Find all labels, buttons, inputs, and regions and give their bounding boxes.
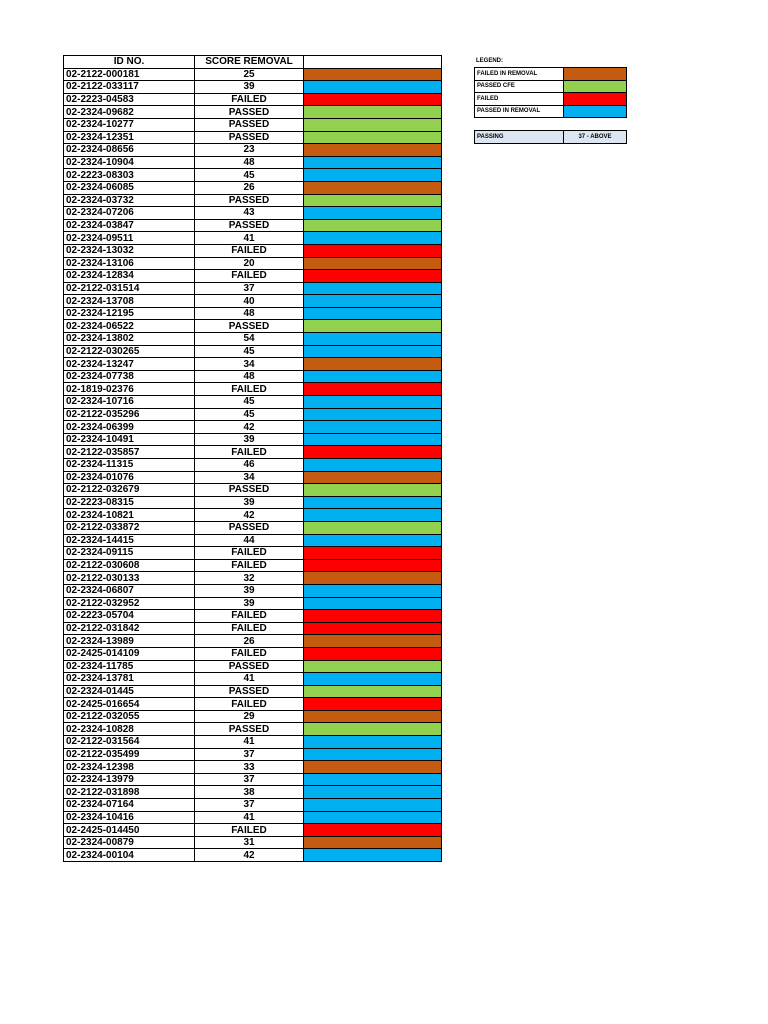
status-color-cell [304,635,442,648]
status-color-cell [304,824,442,837]
id-cell: 02-2324-09511 [64,232,195,245]
status-color-cell [304,610,442,623]
status-color-cell [304,295,442,308]
table-row [64,68,442,81]
id-cell: 02-2324-00104 [64,849,195,862]
legend-label: FAILED [475,93,564,106]
table-row [64,270,442,283]
legend-item [475,93,627,106]
id-cell: 02-2324-10277 [64,118,195,131]
id-cell: 02-2324-12398 [64,761,195,774]
status-color-cell [304,219,442,232]
table-row [64,396,442,409]
table-row [64,736,442,749]
status-color-cell [304,773,442,786]
score-cell: 41 [195,232,304,245]
score-cell: 42 [195,421,304,434]
table-row [64,244,442,257]
status-color-cell [304,396,442,409]
id-cell: 02-2324-13106 [64,257,195,270]
status-color-cell [304,156,442,169]
status-color-cell [304,68,442,81]
score-cell: PASSED [195,106,304,119]
status-color-cell [304,547,442,560]
legend-swatch [564,80,627,93]
score-cell: 34 [195,358,304,371]
id-cell: 02-2122-033872 [64,521,195,534]
id-cell: 02-2324-00879 [64,836,195,849]
table-row [64,597,442,610]
table-row [64,547,442,560]
score-cell: 44 [195,534,304,547]
status-color-cell [304,307,442,320]
score-cell: PASSED [195,118,304,131]
table-row [64,282,442,295]
id-cell: 02-2324-06807 [64,584,195,597]
id-cell: 02-2324-07738 [64,370,195,383]
status-color-cell [304,270,442,283]
id-cell: 02-2324-13802 [64,333,195,346]
status-color-cell [304,93,442,106]
id-cell: 02-2324-12834 [64,270,195,283]
id-cell: 02-2122-031842 [64,622,195,635]
score-table [63,55,442,862]
table-row [64,647,442,660]
table-row [64,521,442,534]
status-color-cell [304,559,442,572]
status-color-cell [304,81,442,94]
table-row [64,710,442,723]
id-cell: 02-2324-13032 [64,244,195,257]
id-cell: 02-2122-035857 [64,446,195,459]
status-color-cell [304,207,442,220]
id-cell: 02-2122-032679 [64,484,195,497]
status-color-cell [304,509,442,522]
table-row [64,723,442,736]
table-row [64,685,442,698]
score-cell: 23 [195,144,304,157]
score-cell: PASSED [195,131,304,144]
score-cell: 32 [195,572,304,585]
score-cell: 25 [195,68,304,81]
id-cell: 02-2122-033117 [64,81,195,94]
id-cell: 02-2324-01445 [64,685,195,698]
id-cell: 02-2324-13708 [64,295,195,308]
id-cell: 02-2122-035296 [64,408,195,421]
table-row [64,232,442,245]
score-cell: 39 [195,597,304,610]
score-cell: 42 [195,509,304,522]
status-color-cell [304,370,442,383]
score-cell: FAILED [195,244,304,257]
id-cell: 02-2324-14415 [64,534,195,547]
id-cell: 02-2425-014109 [64,647,195,660]
table-row [64,383,442,396]
status-color-cell [304,169,442,182]
status-color-cell [304,257,442,270]
table-row [64,786,442,799]
table-row [64,156,442,169]
status-color-cell [304,736,442,749]
table-row [64,635,442,648]
passing-row [475,131,627,144]
table-row [64,333,442,346]
score-column-header: SCORE REMOVAL [195,56,304,69]
score-cell: PASSED [195,723,304,736]
score-cell: FAILED [195,647,304,660]
table-row [64,257,442,270]
id-cell: 02-2324-09682 [64,106,195,119]
legend-label: PASSED IN REMOVAL [475,105,564,118]
status-color-cell [304,584,442,597]
score-cell: 39 [195,496,304,509]
score-cell: 20 [195,257,304,270]
passing-table [474,130,627,144]
score-cell: 40 [195,295,304,308]
status-color-cell [304,320,442,333]
status-color-cell [304,118,442,131]
table-body [64,68,442,861]
id-cell: 02-2122-030265 [64,345,195,358]
id-cell: 02-1819-02376 [64,383,195,396]
id-cell: 02-2122-032952 [64,597,195,610]
table-row [64,320,442,333]
table-row [64,358,442,371]
legend-swatch [564,93,627,106]
status-color-cell [304,358,442,371]
score-cell: FAILED [195,446,304,459]
table-row [64,421,442,434]
status-color-cell [304,698,442,711]
status-color-cell [304,761,442,774]
legend-body [475,68,627,118]
table-row [64,131,442,144]
id-cell: 02-2122-000181 [64,68,195,81]
id-cell: 02-2223-04583 [64,93,195,106]
status-color-cell [304,194,442,207]
table-row [64,181,442,194]
score-cell: 48 [195,156,304,169]
score-cell: PASSED [195,521,304,534]
legend-label: PASSED CFE [475,80,564,93]
id-cell: 02-2324-03847 [64,219,195,232]
id-cell: 02-2324-12195 [64,307,195,320]
score-cell: 48 [195,370,304,383]
table-row [64,118,442,131]
status-color-cell [304,421,442,434]
table-row [64,408,442,421]
id-cell: 02-2324-13781 [64,673,195,686]
score-cell: FAILED [195,824,304,837]
score-cell: 38 [195,786,304,799]
id-cell: 02-2425-016654 [64,698,195,711]
status-color-cell [304,534,442,547]
id-column-header: ID NO. [64,56,195,69]
id-cell: 02-2324-07206 [64,207,195,220]
score-cell: 39 [195,433,304,446]
score-cell: 45 [195,396,304,409]
score-cell: PASSED [195,484,304,497]
score-cell: 43 [195,207,304,220]
table-row [64,93,442,106]
id-cell: 02-2324-11315 [64,459,195,472]
id-cell: 02-2324-03732 [64,194,195,207]
status-color-cell [304,144,442,157]
score-cell: 41 [195,811,304,824]
id-cell: 02-2324-01076 [64,471,195,484]
legend-table [474,67,627,118]
id-cell: 02-2324-10828 [64,723,195,736]
table-row [64,169,442,182]
legend-item [475,68,627,81]
id-cell: 02-2324-12351 [64,131,195,144]
status-color-cell [304,836,442,849]
table-row [64,207,442,220]
status-color-cell [304,484,442,497]
score-cell: FAILED [195,383,304,396]
score-cell: 46 [195,459,304,472]
status-color-cell [304,282,442,295]
id-cell: 02-2324-06522 [64,320,195,333]
status-color-cell [304,647,442,660]
table-row [64,559,442,572]
id-cell: 02-2223-08303 [64,169,195,182]
status-color-cell [304,459,442,472]
score-cell: PASSED [195,194,304,207]
score-cell: 45 [195,345,304,358]
table-row [64,496,442,509]
status-color-cell [304,597,442,610]
score-cell: PASSED [195,219,304,232]
score-cell: 26 [195,635,304,648]
table-row [64,446,442,459]
score-cell: 37 [195,748,304,761]
score-cell: PASSED [195,660,304,673]
status-color-cell [304,131,442,144]
legend-item [475,80,627,93]
status-color-cell [304,408,442,421]
status-color-cell [304,521,442,534]
table-row [64,811,442,824]
status-color-cell [304,383,442,396]
passing-label: PASSING [475,131,564,144]
status-color-cell [304,232,442,245]
id-cell: 02-2324-13989 [64,635,195,648]
table-row [64,534,442,547]
score-cell: 54 [195,333,304,346]
score-cell: 48 [195,307,304,320]
table-row [64,471,442,484]
id-cell: 02-2223-05704 [64,610,195,623]
score-cell: 26 [195,181,304,194]
id-cell: 02-2324-10491 [64,433,195,446]
table-row [64,673,442,686]
table-row [64,584,442,597]
id-cell: 02-2122-032055 [64,710,195,723]
score-cell: 37 [195,799,304,812]
table-row [64,106,442,119]
id-cell: 02-2223-08315 [64,496,195,509]
status-color-cell [304,723,442,736]
status-color-cell [304,572,442,585]
legend-label: FAILED IN REMOVAL [475,68,564,81]
table-row [64,572,442,585]
table-row [64,307,442,320]
status-color-cell [304,748,442,761]
table-row [64,81,442,94]
legend-swatch [564,68,627,81]
id-cell: 02-2324-13979 [64,773,195,786]
table-row [64,219,442,232]
table-row [64,295,442,308]
status-color-cell [304,710,442,723]
table-row [64,484,442,497]
id-cell: 02-2122-031898 [64,786,195,799]
table-row [64,849,442,862]
id-cell: 02-2324-06399 [64,421,195,434]
status-color-cell [304,433,442,446]
table-header-row [64,56,442,69]
table-row [64,748,442,761]
score-cell: 41 [195,736,304,749]
status-color-cell [304,471,442,484]
table-row [64,799,442,812]
id-cell: 02-2122-035499 [64,748,195,761]
score-cell: PASSED [195,320,304,333]
table-row [64,370,442,383]
status-color-column-header [304,56,442,69]
status-color-cell [304,446,442,459]
passing-value: 37 - ABOVE [564,131,627,144]
table-row [64,773,442,786]
status-color-cell [304,345,442,358]
status-color-cell [304,106,442,119]
status-color-cell [304,786,442,799]
id-cell: 02-2324-09115 [64,547,195,560]
id-cell: 02-2122-030133 [64,572,195,585]
table-row [64,144,442,157]
table-row [64,610,442,623]
table-row [64,698,442,711]
table-row [64,459,442,472]
id-cell: 02-2324-13247 [64,358,195,371]
score-cell: 37 [195,282,304,295]
score-cell: 39 [195,81,304,94]
score-cell: 45 [195,169,304,182]
status-color-cell [304,244,442,257]
id-cell: 02-2324-10716 [64,396,195,409]
table-row [64,660,442,673]
table-row [64,433,442,446]
score-cell: 31 [195,836,304,849]
score-cell: 45 [195,408,304,421]
score-cell: 33 [195,761,304,774]
score-cell: FAILED [195,610,304,623]
table-row [64,622,442,635]
id-cell: 02-2122-031564 [64,736,195,749]
score-cell: 42 [195,849,304,862]
score-cell: FAILED [195,270,304,283]
legend-item [475,105,627,118]
id-cell: 02-2324-06085 [64,181,195,194]
table-row [64,509,442,522]
status-color-cell [304,622,442,635]
score-cell: FAILED [195,93,304,106]
score-cell: PASSED [195,685,304,698]
score-cell: FAILED [195,559,304,572]
table-row [64,824,442,837]
score-cell: 29 [195,710,304,723]
id-cell: 02-2122-031514 [64,282,195,295]
legend-title: LEGEND: [476,58,503,64]
table-row [64,836,442,849]
score-cell: 34 [195,471,304,484]
status-color-cell [304,799,442,812]
score-cell: FAILED [195,622,304,635]
table-row [64,761,442,774]
status-color-cell [304,181,442,194]
id-cell: 02-2324-10904 [64,156,195,169]
id-cell: 02-2324-07164 [64,799,195,812]
score-cell: 41 [195,673,304,686]
legend-swatch [564,105,627,118]
status-color-cell [304,811,442,824]
status-color-cell [304,849,442,862]
score-cell: FAILED [195,547,304,560]
status-color-cell [304,496,442,509]
status-color-cell [304,673,442,686]
score-cell: FAILED [195,698,304,711]
id-cell: 02-2324-10416 [64,811,195,824]
score-cell: 39 [195,584,304,597]
id-cell: 02-2324-08656 [64,144,195,157]
table-row [64,194,442,207]
status-color-cell [304,685,442,698]
status-color-cell [304,333,442,346]
score-cell: 37 [195,773,304,786]
id-cell: 02-2324-10821 [64,509,195,522]
id-cell: 02-2425-014450 [64,824,195,837]
status-color-cell [304,660,442,673]
table-row [64,345,442,358]
id-cell: 02-2122-030608 [64,559,195,572]
id-cell: 02-2324-11785 [64,660,195,673]
